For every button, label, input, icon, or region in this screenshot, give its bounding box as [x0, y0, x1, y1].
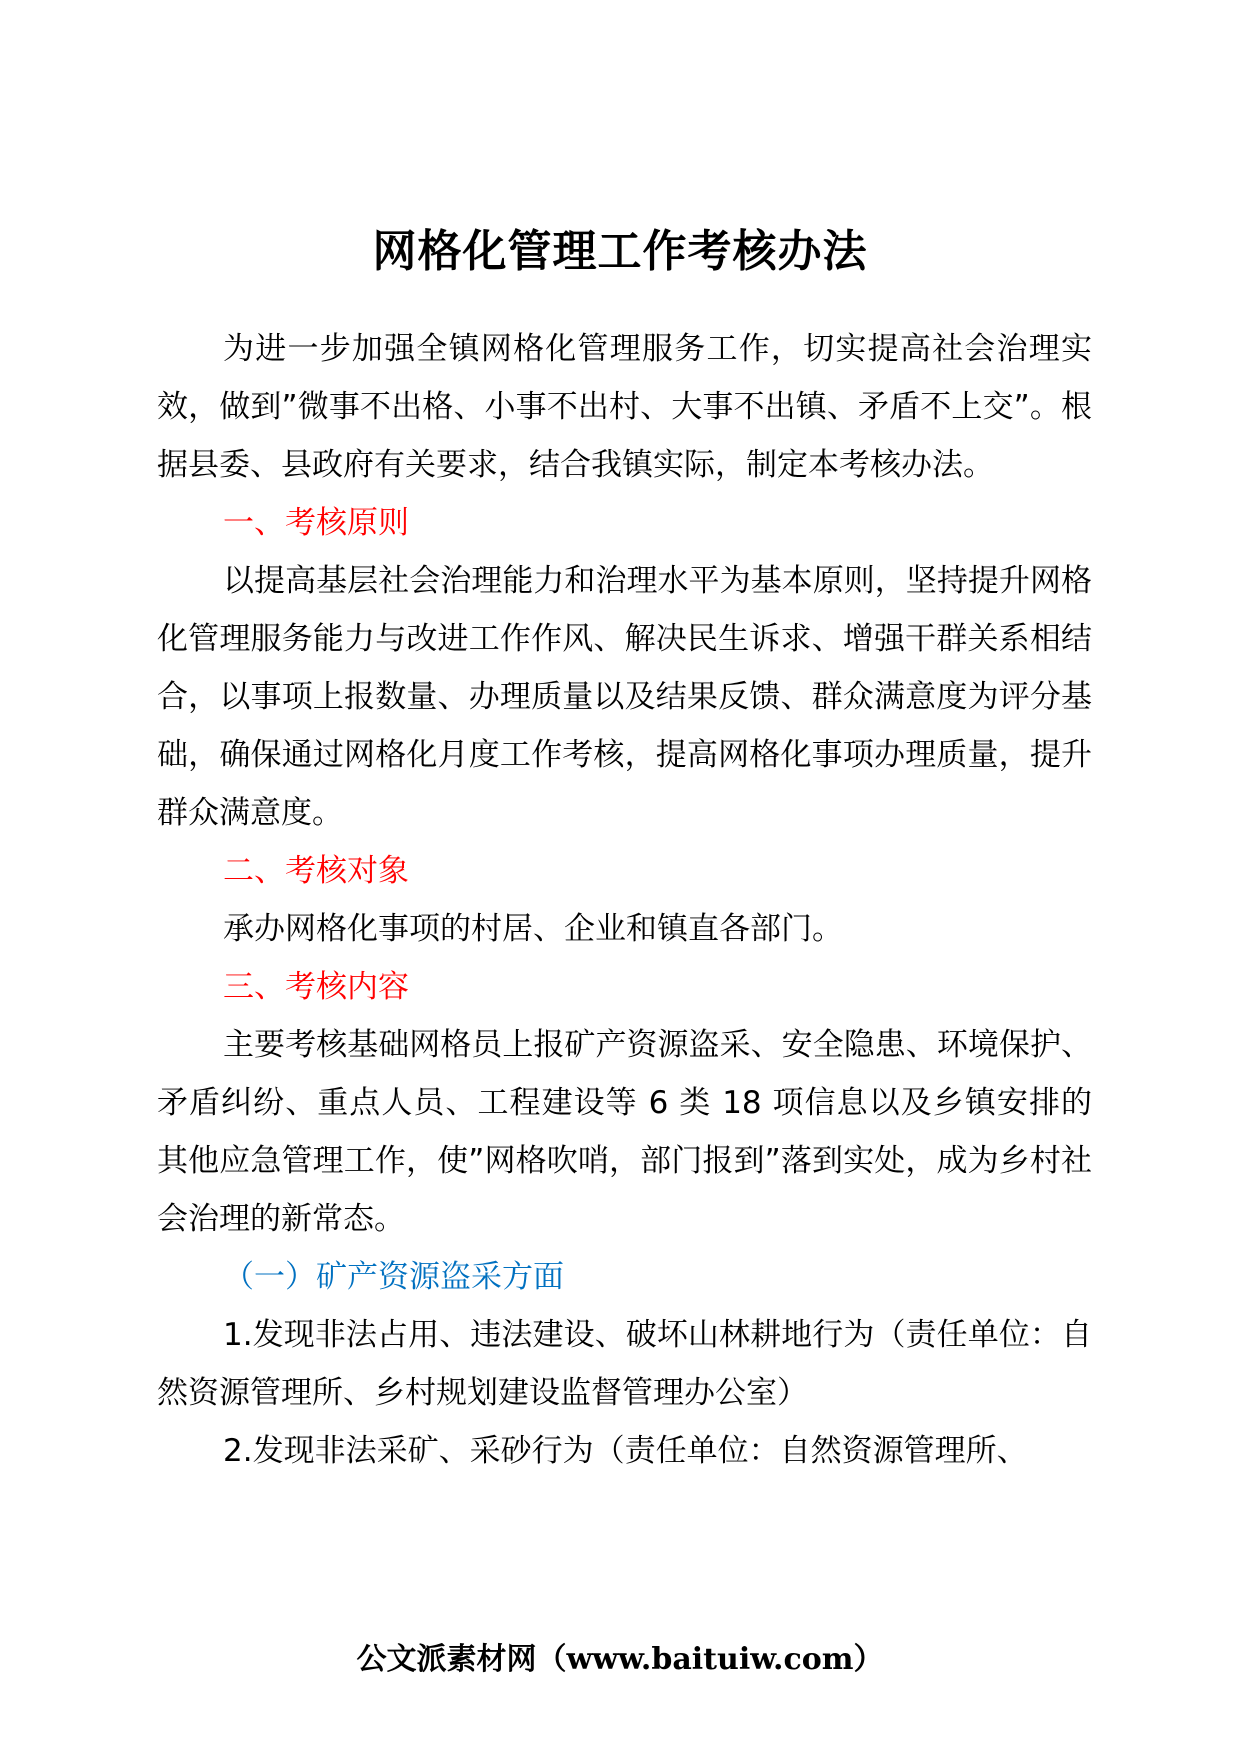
footer-watermark-text: 公文派素材网（www.baituiw.com）	[356, 1642, 884, 1677]
list-item-1: 1.发现非法占用、违法建设、破坏山林耕地行为（责任单位：自然资源管理所、乡村规划建设监督管理办公室）	[157, 1317, 1092, 1411]
section-heading-targets: 二、考核对象	[223, 853, 409, 889]
subsection-heading-mining: （一）矿产资源盗采方面	[223, 1259, 564, 1295]
section-heading-principles: 一、考核原则	[223, 505, 409, 541]
section-body-targets: 承办网格化事项的村居、企业和镇直各部门。	[223, 911, 843, 947]
section-heading-content: 三、考核内容	[223, 969, 409, 1005]
document-title: 网格化管理工作考核办法	[372, 226, 868, 277]
section-body-content: 主要考核基础网格员上报矿产资源盗采、安全隐患、环境保护、矛盾纠纷、重点人员、工程建设等 6 类 18 项信息以及乡镇安排的其他应急管理工作，使”网格吹哨，部门报到”落到实处，成为乡村社会治理的新常态。	[157, 1027, 1092, 1237]
document-body	[157, 320, 1092, 1480]
intro-paragraph: 为进一步加强全镇网格化管理服务工作，切实提高社会治理实效，做到”微事不出格、小事不出村、大事不出镇、矛盾不上交”。根据县委、县政府有关要求，结合我镇实际，制定本考核办法。	[157, 331, 1092, 483]
section-body-principles: 以提高基层社会治理能力和治理水平为基本原则，坚持提升网格化管理服务能力与改进工作作风、解决民生诉求、增强干群关系相结合，以事项上报数量、办理质量以及结果反馈、群众满意度为评分基础，确保通过网格化月度工作考核，提高网格化事项办理质量，提升群众满意度。	[157, 563, 1092, 831]
list-item-2: 2.发现非法采矿、采砂行为（责任单位：自然资源管理所、	[223, 1433, 1028, 1469]
